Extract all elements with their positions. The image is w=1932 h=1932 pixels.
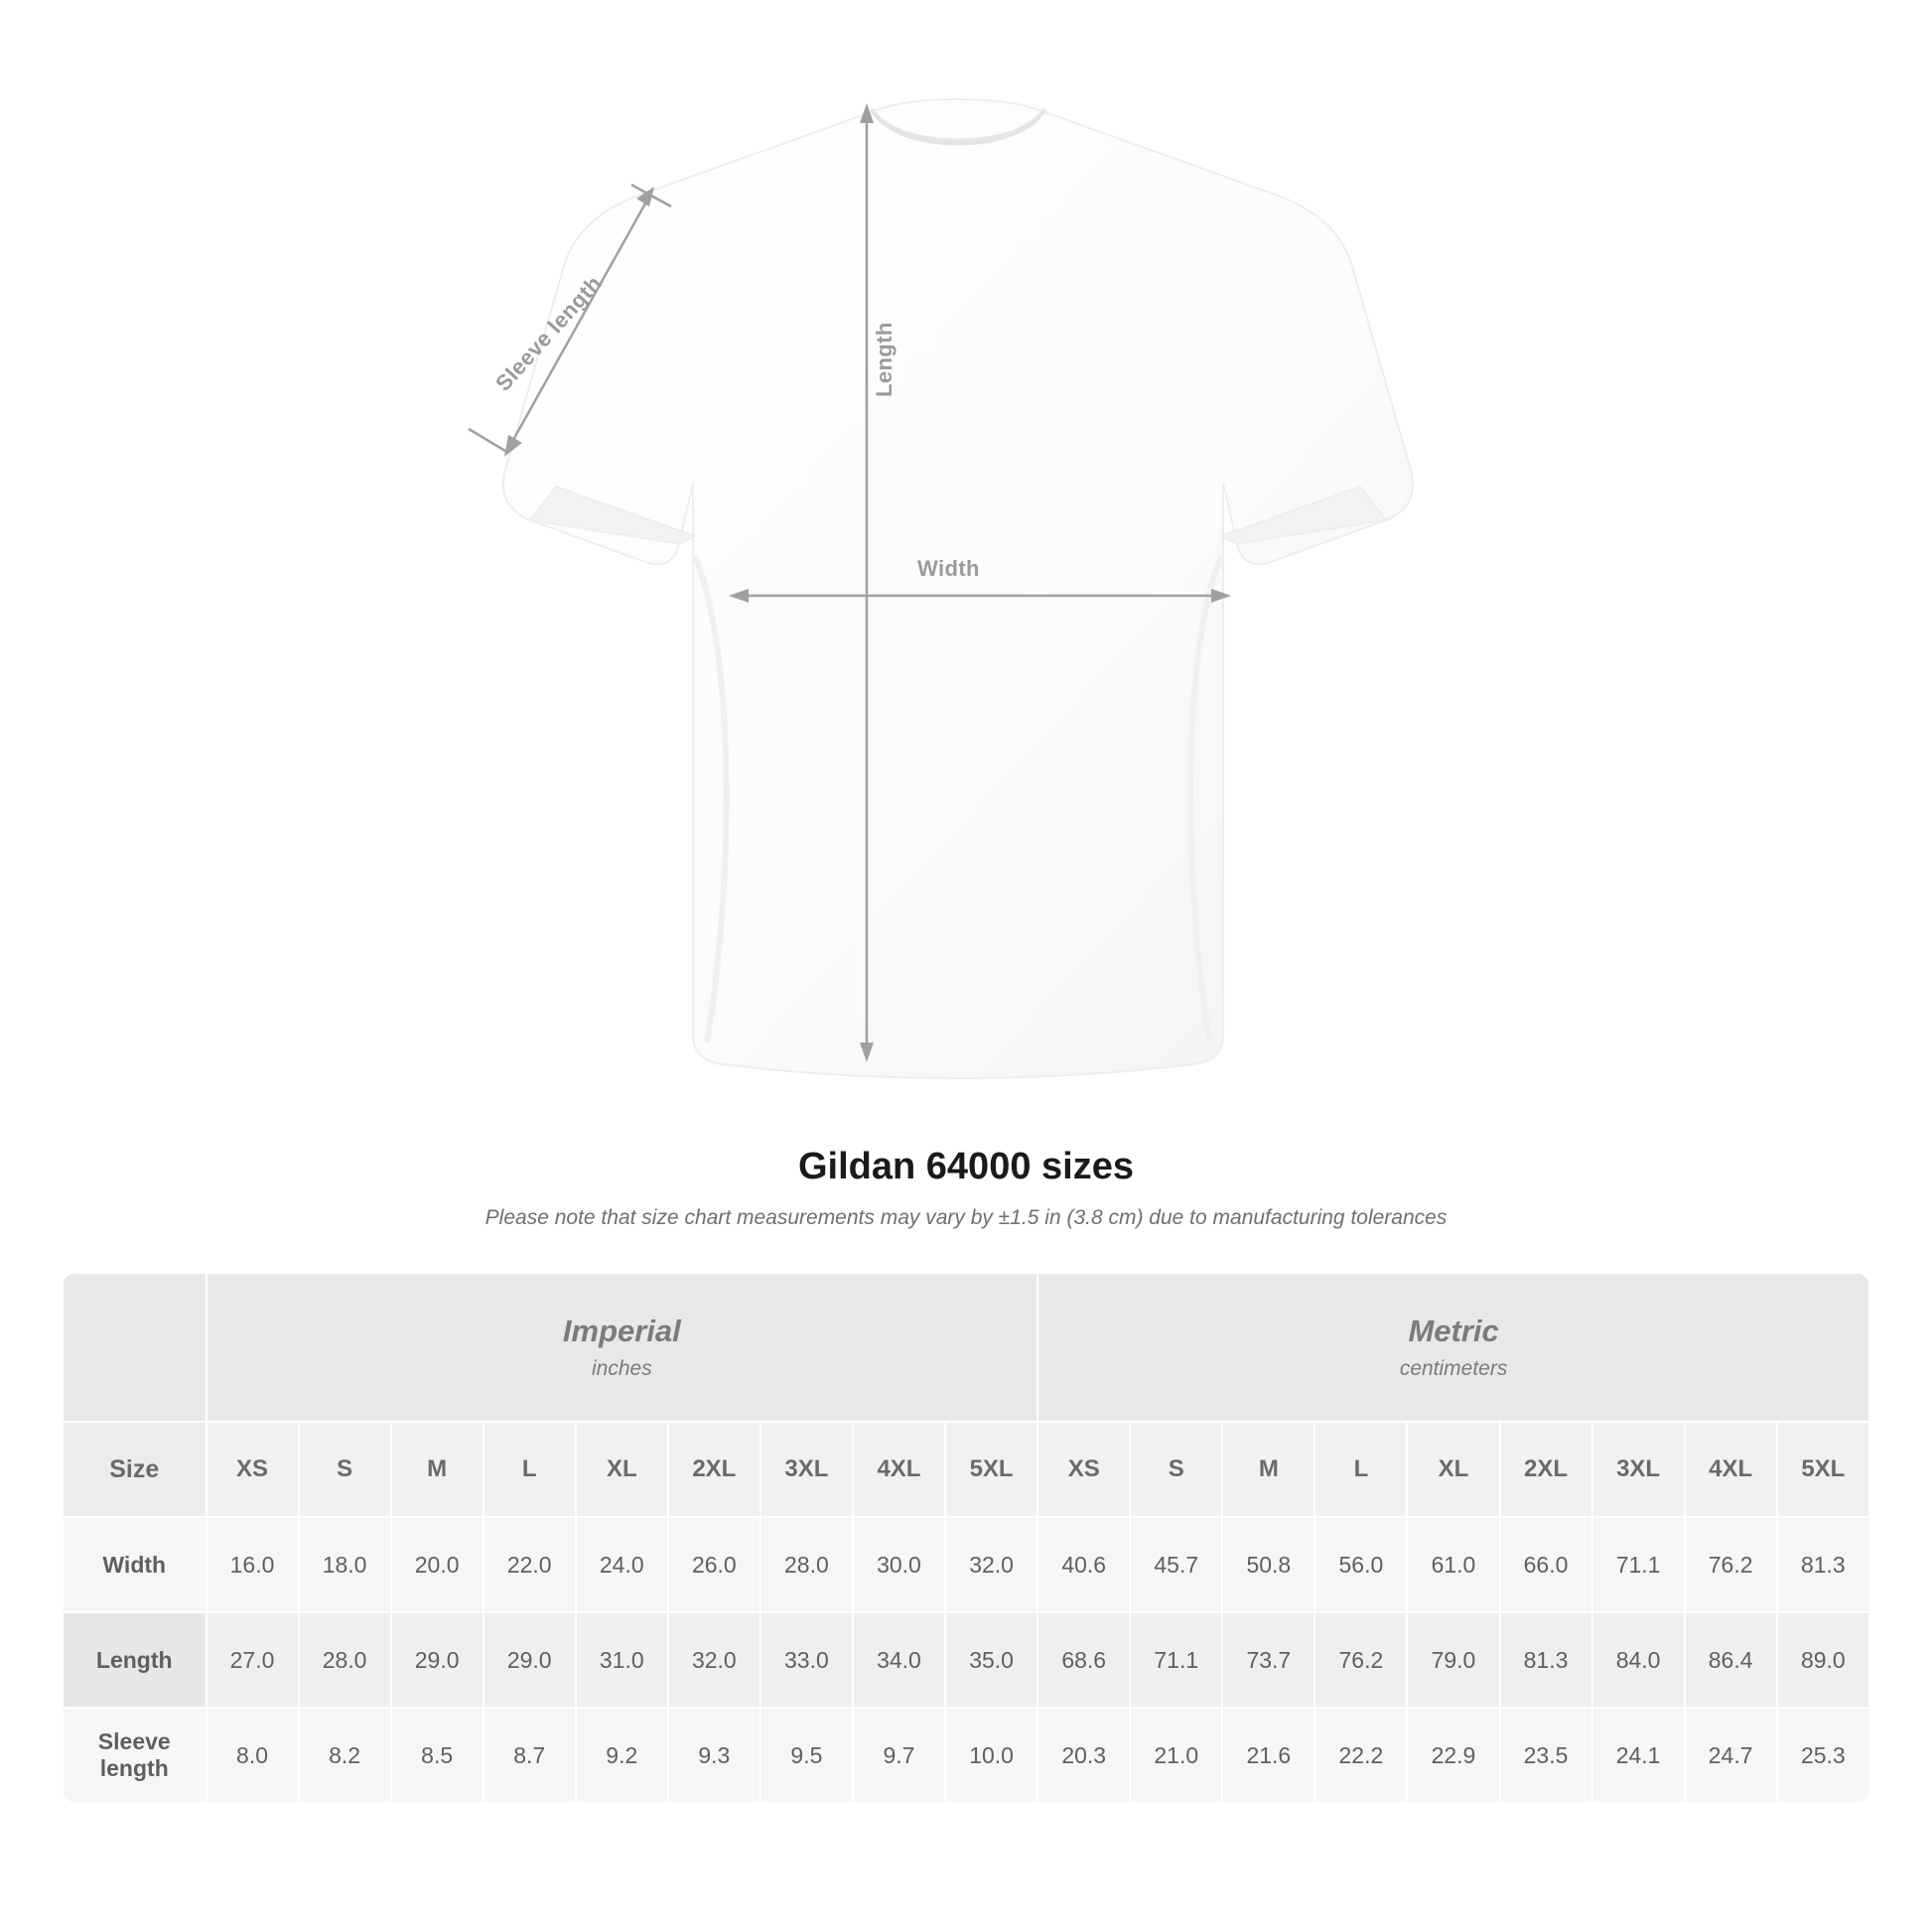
cell-sleeve-metric-5xl: 25.3 (1777, 1708, 1869, 1803)
size-header-imperial-4xl: 4XL (853, 1422, 945, 1517)
cell-sleeve-metric-m: 21.6 (1222, 1708, 1314, 1803)
cell-sleeve-imperial-l: 8.7 (483, 1708, 576, 1803)
cell-length-imperial-5xl: 35.0 (945, 1612, 1037, 1708)
cell-width-metric-2xl: 66.0 (1500, 1517, 1592, 1612)
cell-length-metric-s: 71.1 (1130, 1612, 1222, 1708)
size-header-imperial-l: L (483, 1422, 576, 1517)
table-row (63, 1708, 1869, 1803)
cell-width-metric-m: 50.8 (1222, 1517, 1314, 1612)
size-header-metric-4xl: 4XL (1685, 1422, 1777, 1517)
cell-length-imperial-l: 29.0 (483, 1612, 576, 1708)
size-header-metric-xs: XS (1037, 1422, 1130, 1517)
cell-width-imperial-5xl: 32.0 (945, 1517, 1037, 1612)
cell-width-metric-5xl: 81.3 (1777, 1517, 1869, 1612)
cell-width-imperial-m: 20.0 (391, 1517, 483, 1612)
cell-width-imperial-s: 18.0 (299, 1517, 391, 1612)
cell-sleeve-imperial-5xl: 10.0 (945, 1708, 1037, 1803)
cell-length-metric-xl: 79.0 (1407, 1612, 1499, 1708)
size-header-imperial-xs: XS (207, 1422, 299, 1517)
cell-sleeve-imperial-s: 8.2 (299, 1708, 391, 1803)
cell-width-metric-xs: 40.6 (1037, 1517, 1130, 1612)
size-header-metric-5xl: 5XL (1777, 1422, 1869, 1517)
table-row (63, 1612, 1869, 1708)
cell-length-imperial-2xl: 32.0 (668, 1612, 760, 1708)
cell-sleeve-metric-4xl: 24.7 (1685, 1708, 1777, 1803)
cell-sleeve-imperial-4xl: 9.7 (853, 1708, 945, 1803)
width-dimension-label: Width (917, 556, 980, 581)
size-header-metric-xl: XL (1407, 1422, 1499, 1517)
cell-width-metric-l: 56.0 (1314, 1517, 1407, 1612)
size-table-wrapper (62, 1272, 1870, 1804)
cell-width-metric-4xl: 76.2 (1685, 1517, 1777, 1612)
size-header-label: Size (63, 1422, 207, 1517)
cell-width-imperial-xs: 16.0 (207, 1517, 299, 1612)
cell-length-imperial-xs: 27.0 (207, 1612, 299, 1708)
cell-width-metric-3xl: 71.1 (1592, 1517, 1685, 1612)
cell-sleeve-metric-xl: 22.9 (1407, 1708, 1499, 1803)
size-table (62, 1272, 1870, 1804)
size-header-metric-s: S (1130, 1422, 1222, 1517)
cell-length-imperial-s: 28.0 (299, 1612, 391, 1708)
sleeve-length-dimension-label: Sleeve length (490, 270, 607, 396)
cell-sleeve-metric-2xl: 23.5 (1500, 1708, 1592, 1803)
cell-length-metric-2xl: 81.3 (1500, 1612, 1592, 1708)
page-title: Gildan 64000 sizes (798, 1146, 1134, 1187)
cell-sleeve-imperial-3xl: 9.5 (760, 1708, 853, 1803)
size-header-metric-l: L (1314, 1422, 1407, 1517)
row-label-sleeve-length: Sleeve length (63, 1708, 207, 1803)
tolerance-note: Please note that size chart measurements may vary by ±1.5 in (3.8 cm) due to manufacturing tolerances (484, 1206, 1448, 1229)
size-header-imperial-s: S (299, 1422, 391, 1517)
size-header-imperial-3xl: 3XL (760, 1422, 853, 1517)
cell-length-imperial-m: 29.0 (391, 1612, 483, 1708)
cell-length-imperial-3xl: 33.0 (760, 1612, 853, 1708)
cell-sleeve-metric-s: 21.0 (1130, 1708, 1222, 1803)
cell-length-imperial-xl: 31.0 (576, 1612, 668, 1708)
cell-sleeve-metric-3xl: 24.1 (1592, 1708, 1685, 1803)
unit-header-row (63, 1273, 1869, 1422)
cell-width-imperial-2xl: 26.0 (668, 1517, 760, 1612)
cell-width-imperial-3xl: 28.0 (760, 1517, 853, 1612)
cell-sleeve-imperial-xl: 9.2 (576, 1708, 668, 1803)
cell-length-metric-m: 73.7 (1222, 1612, 1314, 1708)
row-label-width: Width (63, 1517, 207, 1612)
tshirt-shape (503, 99, 1413, 1078)
cell-width-metric-s: 45.7 (1130, 1517, 1222, 1612)
unit-header-imperial (207, 1273, 1038, 1422)
size-header-metric-m: M (1222, 1422, 1314, 1517)
cell-length-metric-4xl: 86.4 (1685, 1612, 1777, 1708)
unit-sub-imperial: inches (591, 1357, 652, 1380)
size-header-imperial-5xl: 5XL (945, 1422, 1037, 1517)
cell-sleeve-metric-xs: 20.3 (1037, 1708, 1130, 1803)
unit-name-metric: Metric (1408, 1313, 1499, 1348)
cell-width-imperial-xl: 24.0 (576, 1517, 668, 1612)
cell-length-imperial-4xl: 34.0 (853, 1612, 945, 1708)
cell-width-imperial-l: 22.0 (483, 1517, 576, 1612)
cell-width-imperial-4xl: 30.0 (853, 1517, 945, 1612)
table-row (63, 1517, 1869, 1612)
row-label-length: Length (63, 1612, 207, 1708)
cell-sleeve-imperial-2xl: 9.3 (668, 1708, 760, 1803)
cell-length-metric-5xl: 89.0 (1777, 1612, 1869, 1708)
cell-sleeve-metric-l: 22.2 (1314, 1708, 1407, 1803)
cell-length-metric-3xl: 84.0 (1592, 1612, 1685, 1708)
unit-sub-metric: centimeters (1399, 1357, 1508, 1380)
size-header-imperial-m: M (391, 1422, 483, 1517)
size-header-imperial-xl: XL (576, 1422, 668, 1517)
size-header-row (63, 1422, 1869, 1517)
size-header-metric-3xl: 3XL (1592, 1422, 1685, 1517)
size-header-metric-2xl: 2XL (1500, 1422, 1592, 1517)
unit-name-imperial: Imperial (562, 1313, 681, 1348)
length-dimension-label: Length (872, 322, 897, 397)
cell-length-metric-xs: 68.6 (1037, 1612, 1130, 1708)
size-header-imperial-2xl: 2XL (668, 1422, 760, 1517)
cell-sleeve-imperial-m: 8.5 (391, 1708, 483, 1803)
cell-length-metric-l: 76.2 (1314, 1612, 1407, 1708)
cell-sleeve-imperial-xs: 8.0 (207, 1708, 299, 1803)
unit-header-metric (1037, 1273, 1869, 1422)
cell-width-metric-xl: 61.0 (1407, 1517, 1499, 1612)
unit-header-corner (63, 1273, 207, 1422)
